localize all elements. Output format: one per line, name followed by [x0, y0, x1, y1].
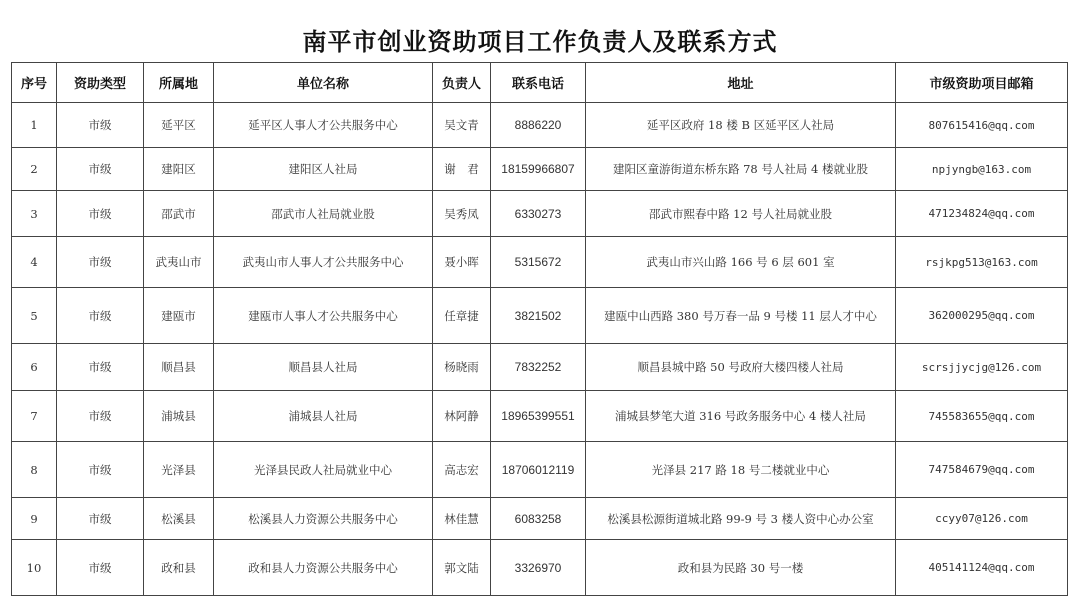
cell-email: ccyy07@126.com	[896, 498, 1068, 540]
header-region: 所属地	[144, 63, 214, 103]
cell-phone: 6083258	[491, 498, 586, 540]
cell-no: 7	[12, 391, 57, 442]
table-row	[12, 498, 1068, 540]
cell-phone: 6330273	[491, 191, 586, 237]
cell-no: 6	[12, 344, 57, 391]
cell-email: 471234824@qq.com	[896, 191, 1068, 237]
cell-type: 市级	[57, 344, 144, 391]
table-row	[12, 442, 1068, 498]
cell-address: 建阳区童游街道东桥东路 78 号人社局 4 楼就业股	[586, 148, 896, 191]
cell-phone: 8886220	[491, 103, 586, 148]
cell-unit: 建瓯市人事人才公共服务中心	[214, 288, 433, 344]
cell-phone: 3326970	[491, 540, 586, 596]
cell-type: 市级	[57, 288, 144, 344]
table-row	[12, 344, 1068, 391]
cell-unit: 光泽县民政人社局就业中心	[214, 442, 433, 498]
header-person: 负责人	[433, 63, 491, 103]
cell-phone: 18706012119	[491, 442, 586, 498]
header-phone: 联系电话	[491, 63, 586, 103]
cell-person: 郭文陆	[433, 540, 491, 596]
cell-no: 2	[12, 148, 57, 191]
cell-no: 8	[12, 442, 57, 498]
header-type: 资助类型	[57, 63, 144, 103]
cell-address: 政和县为民路 30 号一楼	[586, 540, 896, 596]
cell-phone: 18159966807	[491, 148, 586, 191]
cell-region: 武夷山市	[144, 237, 214, 288]
cell-person: 高志宏	[433, 442, 491, 498]
table-row	[12, 288, 1068, 344]
cell-no: 4	[12, 237, 57, 288]
cell-address: 浦城县梦笔大道 316 号政务服务中心 4 楼人社局	[586, 391, 896, 442]
cell-no: 3	[12, 191, 57, 237]
cell-phone: 7832252	[491, 344, 586, 391]
cell-person: 林阿静	[433, 391, 491, 442]
cell-address: 延平区政府 18 楼 B 区延平区人社局	[586, 103, 896, 148]
cell-address: 武夷山市兴山路 166 号 6 层 601 室	[586, 237, 896, 288]
cell-unit: 浦城县人社局	[214, 391, 433, 442]
cell-region: 延平区	[144, 103, 214, 148]
table-row	[12, 191, 1068, 237]
cell-no: 1	[12, 103, 57, 148]
cell-unit: 武夷山市人事人才公共服务中心	[214, 237, 433, 288]
cell-email: scrsjjycjg@126.com	[896, 344, 1068, 391]
cell-no: 5	[12, 288, 57, 344]
cell-address: 建瓯中山西路 380 号万春一品 9 号楼 11 层人才中心	[586, 288, 896, 344]
cell-person: 谢 君	[433, 148, 491, 191]
cell-person: 杨晓雨	[433, 344, 491, 391]
cell-address: 顺昌县城中路 50 号政府大楼四楼人社局	[586, 344, 896, 391]
cell-unit: 邵武市人社局就业股	[214, 191, 433, 237]
cell-region: 建瓯市	[144, 288, 214, 344]
cell-region: 松溪县	[144, 498, 214, 540]
cell-person: 林佳慧	[433, 498, 491, 540]
cell-phone: 18965399551	[491, 391, 586, 442]
cell-unit: 松溪县人力资源公共服务中心	[214, 498, 433, 540]
cell-region: 邵武市	[144, 191, 214, 237]
cell-email: 405141124@qq.com	[896, 540, 1068, 596]
cell-email: npjyngb@163.com	[896, 148, 1068, 191]
cell-unit: 延平区人事人才公共服务中心	[214, 103, 433, 148]
cell-type: 市级	[57, 391, 144, 442]
cell-email: rsjkpg513@163.com	[896, 237, 1068, 288]
cell-type: 市级	[57, 191, 144, 237]
cell-unit: 顺昌县人社局	[214, 344, 433, 391]
cell-email: 362000295@qq.com	[896, 288, 1068, 344]
cell-region: 浦城县	[144, 391, 214, 442]
cell-address: 邵武市熙春中路 12 号人社局就业股	[586, 191, 896, 237]
cell-address: 松溪县松源街道城北路 99-9 号 3 楼人资中心办公室	[586, 498, 896, 540]
table-row	[12, 540, 1068, 596]
cell-person: 吴文青	[433, 103, 491, 148]
table-header-row	[12, 63, 1068, 103]
cell-type: 市级	[57, 237, 144, 288]
cell-phone: 3821502	[491, 288, 586, 344]
cell-type: 市级	[57, 442, 144, 498]
cell-person: 任章捷	[433, 288, 491, 344]
table-row	[12, 103, 1068, 148]
cell-type: 市级	[57, 540, 144, 596]
cell-email: 807615416@qq.com	[896, 103, 1068, 148]
cell-person: 聂小晖	[433, 237, 491, 288]
cell-type: 市级	[57, 498, 144, 540]
cell-region: 光泽县	[144, 442, 214, 498]
cell-email: 745583655@qq.com	[896, 391, 1068, 442]
header-email: 市级资助项目邮箱	[896, 63, 1068, 103]
table-row	[12, 391, 1068, 442]
cell-no: 9	[12, 498, 57, 540]
cell-email: 747584679@qq.com	[896, 442, 1068, 498]
cell-address: 光泽县 217 路 18 号二楼就业中心	[586, 442, 896, 498]
cell-type: 市级	[57, 148, 144, 191]
cell-phone: 5315672	[491, 237, 586, 288]
header-no: 序号	[12, 63, 57, 103]
header-address: 地址	[586, 63, 896, 103]
contact-table	[11, 62, 1068, 596]
cell-region: 建阳区	[144, 148, 214, 191]
cell-region: 政和县	[144, 540, 214, 596]
cell-unit: 建阳区人社局	[214, 148, 433, 191]
cell-no: 10	[12, 540, 57, 596]
cell-person: 吴秀凤	[433, 191, 491, 237]
page-title: 南平市创业资助项目工作负责人及联系方式	[302, 27, 778, 56]
header-unit: 单位名称	[214, 63, 433, 103]
cell-type: 市级	[57, 103, 144, 148]
cell-region: 顺昌县	[144, 344, 214, 391]
cell-unit: 政和县人力资源公共服务中心	[214, 540, 433, 596]
table-row	[12, 237, 1068, 288]
table-row	[12, 148, 1068, 191]
